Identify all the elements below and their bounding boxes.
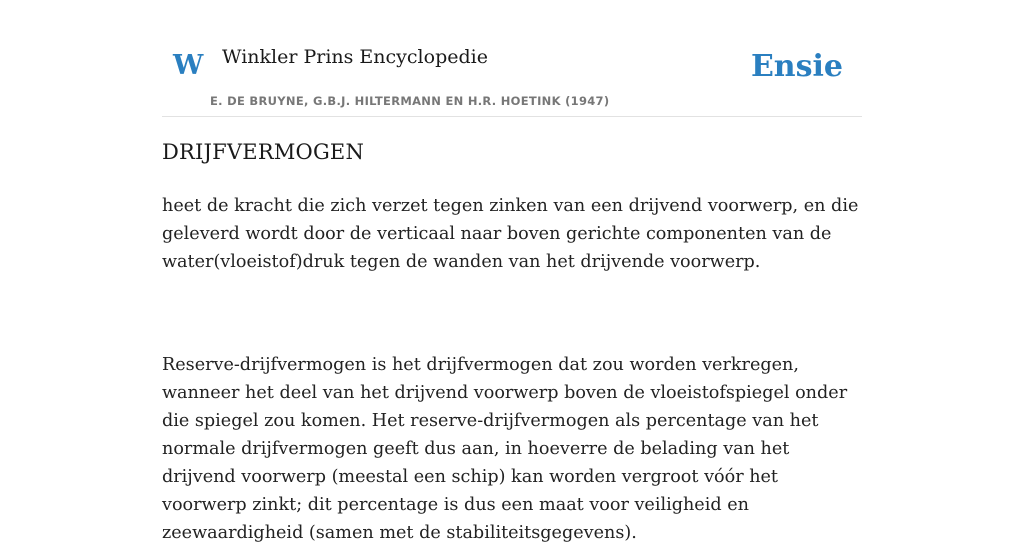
ensie-logo[interactable]: Ensie xyxy=(750,49,843,84)
book-authors: E. DE BRUYNE, G.B.J. HILTERMANN EN H.R. HOETINK (1947) xyxy=(210,94,610,108)
w-logo-icon[interactable]: W xyxy=(173,50,204,81)
entry-title: DRIJFVERMOGEN xyxy=(162,140,365,164)
book-title[interactable]: Winkler Prins Encyclopedie xyxy=(222,46,488,68)
reserve-paragraph: Reserve-drijfvermogen is het drijfvermogen dat zou worden verkregen, wanneer het deel van het drijvend voorwerp boven de vloeistofspiegel onder die spiegel zou komen. Het reserve-drijfvermogen als percentage van het normale drijfvermogen geeft dus aan, in hoeverre de belading van het drijvend voorwerp (meestal een schip) kan worden vergroot vóór het voorwerp zinkt; dit percentage is dus een maat voor veiligheid en zeewaardigheid (samen met de stabiliteitsgegevens). xyxy=(162,355,848,543)
definition-paragraph: heet de kracht die zich verzet tegen zinken van een drijvend voorwerp, en die geleverd wordt door de verticaal naar boven gerichte componenten van de water(vloeistof)druk tegen de wanden van het drijvende voorwerp. xyxy=(162,196,859,272)
source-header xyxy=(162,40,862,117)
